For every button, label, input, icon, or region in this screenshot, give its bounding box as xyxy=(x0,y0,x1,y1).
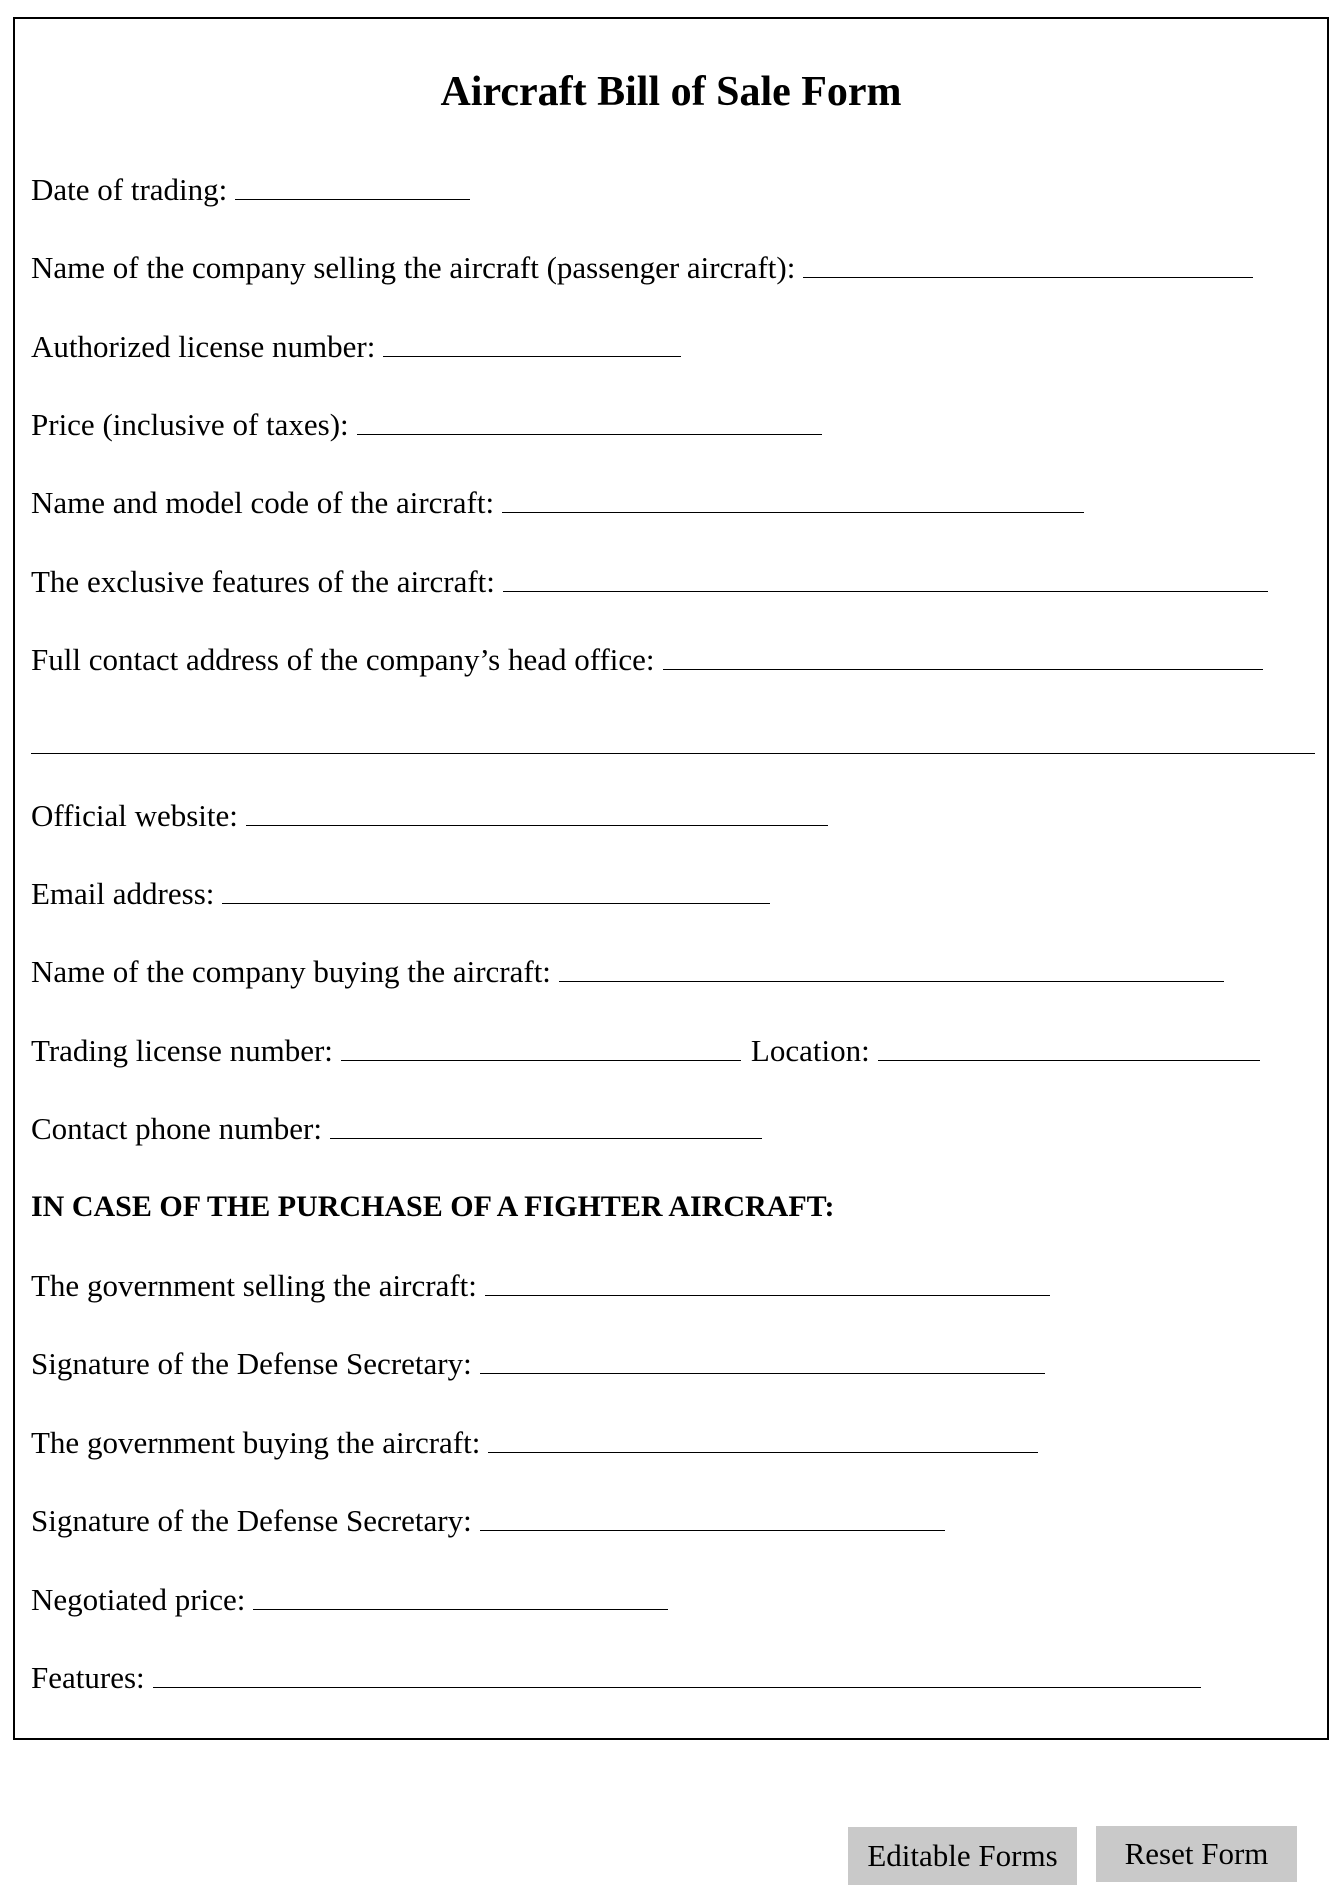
exclusive-features-label: The exclusive features of the aircraft: xyxy=(31,564,495,599)
buying-government-field[interactable] xyxy=(488,1430,1038,1453)
license-number-label: Authorized license number: xyxy=(31,329,376,364)
fighter-section-heading: IN CASE OF THE PURCHASE OF A FIGHTER AIRCRAFT: xyxy=(31,1190,835,1223)
editable-forms-button[interactable]: Editable Forms xyxy=(848,1827,1077,1885)
selling-government-row xyxy=(31,1270,1050,1301)
buyer-signature-label: Signature of the Defense Secretary: xyxy=(31,1503,472,1538)
website-row xyxy=(31,800,828,831)
buyer-signature-field[interactable] xyxy=(480,1508,945,1531)
negotiated-price-label: Negotiated price: xyxy=(31,1582,246,1617)
buyer-company-field[interactable] xyxy=(559,959,1224,982)
selling-government-label: The government selling the aircraft: xyxy=(31,1268,477,1303)
buyer-signature-row xyxy=(31,1505,945,1536)
form-container xyxy=(13,17,1329,1740)
license-number-row xyxy=(31,331,681,362)
location-field[interactable] xyxy=(878,1038,1260,1061)
buying-government-label: The government buying the aircraft: xyxy=(31,1425,481,1460)
date-of-trading-field[interactable] xyxy=(235,177,470,200)
trading-license-label: Trading license number: xyxy=(31,1033,333,1068)
buyer-company-label: Name of the company buying the aircraft: xyxy=(31,954,551,989)
exclusive-features-row xyxy=(31,566,1268,597)
model-code-field[interactable] xyxy=(502,490,1084,513)
form-title: Aircraft Bill of Sale Form xyxy=(440,69,902,115)
website-field[interactable] xyxy=(246,803,828,826)
seller-company-label: Name of the company selling the aircraft (passenger aircraft): xyxy=(31,250,796,285)
email-row xyxy=(31,878,770,909)
selling-government-field[interactable] xyxy=(485,1273,1050,1296)
head-office-address-label: Full contact address of the company’s head office: xyxy=(31,642,655,677)
buyer-company-row xyxy=(31,956,1224,987)
seller-signature-field[interactable] xyxy=(480,1351,1045,1374)
reset-form-button[interactable]: Reset Form xyxy=(1096,1826,1297,1882)
price-row xyxy=(31,409,822,440)
date-of-trading-row xyxy=(31,174,470,205)
date-of-trading-label: Date of trading: xyxy=(31,172,228,207)
trading-license-field[interactable] xyxy=(341,1038,741,1061)
phone-label: Contact phone number: xyxy=(31,1111,322,1146)
features-row xyxy=(31,1662,1201,1693)
seller-signature-label: Signature of the Defense Secretary: xyxy=(31,1346,472,1381)
model-code-row xyxy=(31,487,1084,518)
phone-field[interactable] xyxy=(330,1116,762,1139)
email-field[interactable] xyxy=(222,881,770,904)
negotiated-price-row xyxy=(31,1584,668,1615)
price-field[interactable] xyxy=(357,412,822,435)
website-label: Official website: xyxy=(31,798,238,833)
model-code-label: Name and model code of the aircraft: xyxy=(31,485,495,520)
features-field[interactable] xyxy=(153,1665,1201,1688)
negotiated-price-field[interactable] xyxy=(253,1587,668,1610)
seller-company-row xyxy=(31,252,1253,283)
head-office-address-field-line-2[interactable] xyxy=(31,753,1315,754)
phone-row xyxy=(31,1113,762,1144)
head-office-address-field[interactable] xyxy=(663,647,1263,670)
location-label: Location: xyxy=(750,1033,870,1068)
trading-license-row xyxy=(31,1035,1260,1066)
exclusive-features-field[interactable] xyxy=(503,569,1268,592)
license-number-field[interactable] xyxy=(383,334,681,357)
buying-government-row xyxy=(31,1427,1038,1458)
seller-signature-row xyxy=(31,1348,1045,1379)
features-label: Features: xyxy=(31,1660,145,1695)
seller-company-field[interactable] xyxy=(803,255,1253,278)
price-label: Price (inclusive of taxes): xyxy=(31,407,349,442)
email-label: Email address: xyxy=(31,876,215,911)
head-office-address-row xyxy=(31,644,1263,675)
